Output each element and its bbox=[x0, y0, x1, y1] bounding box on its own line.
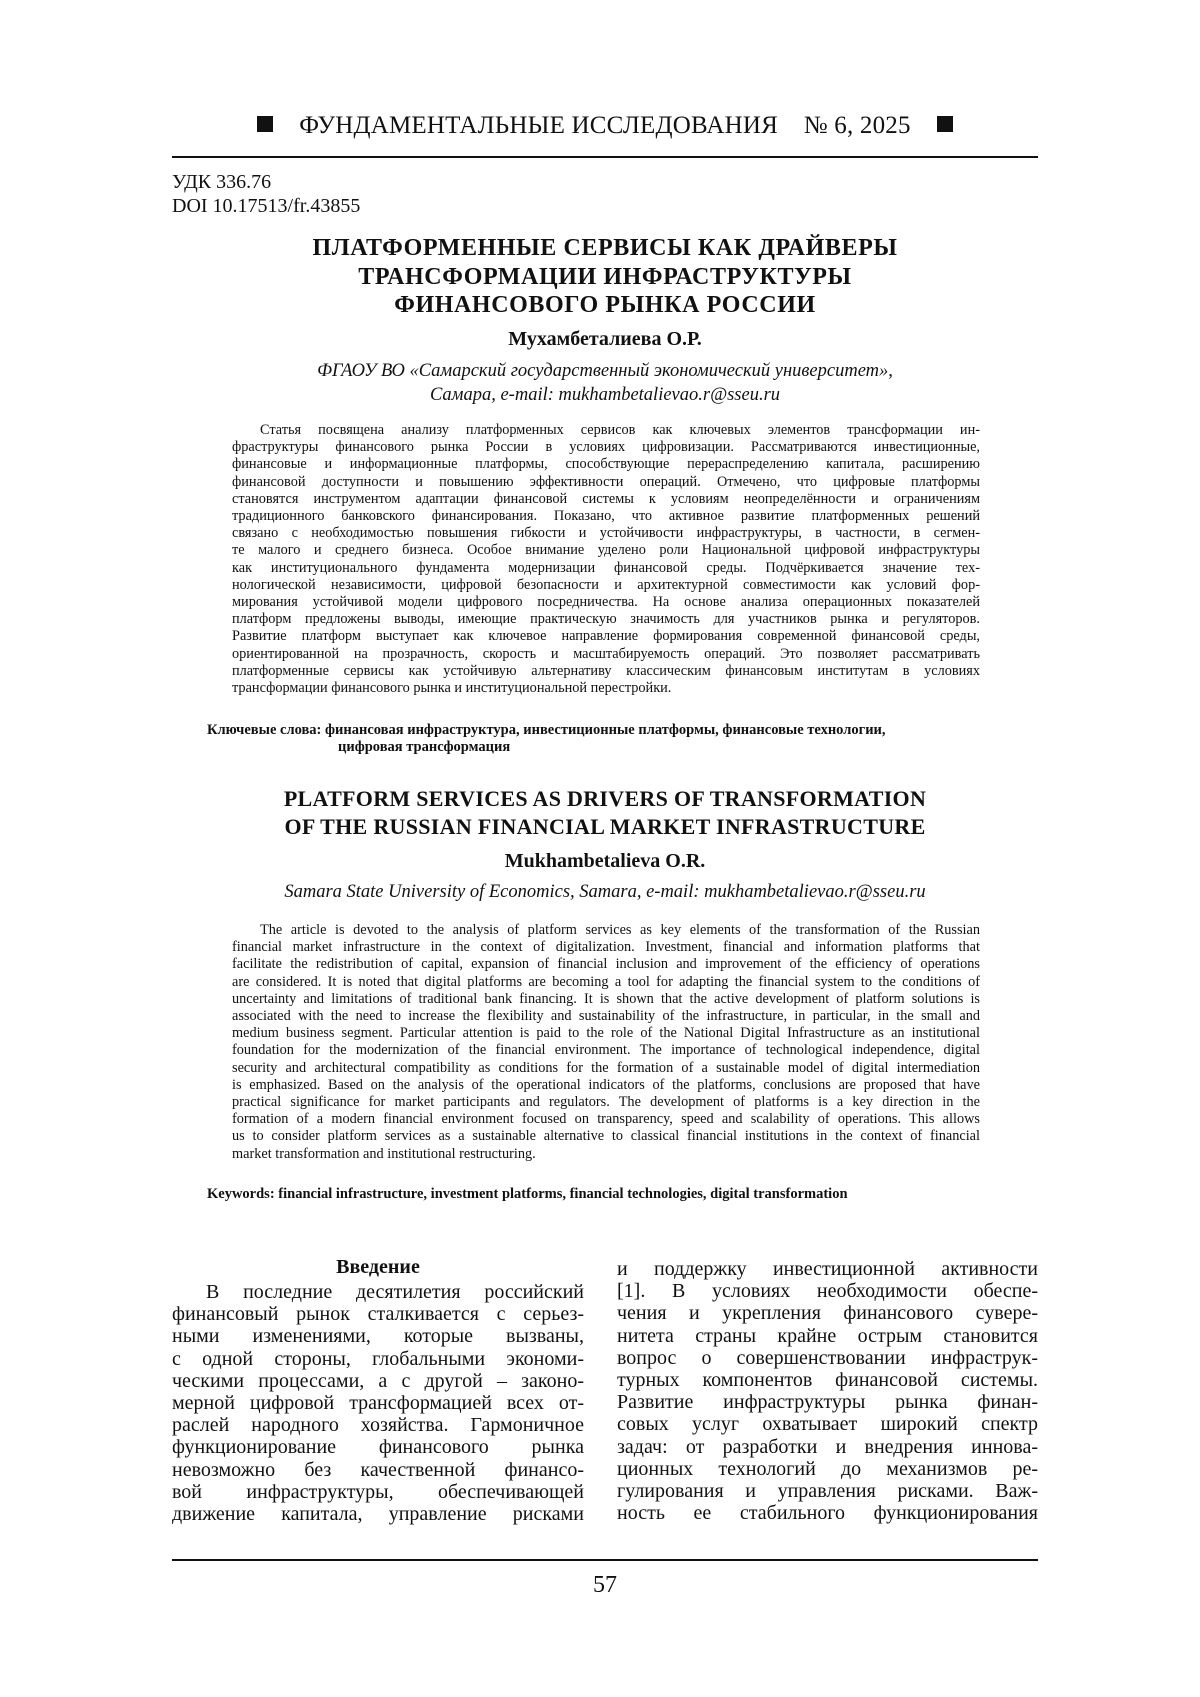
body-line: раслей народного хозяйства. Гармоничное bbox=[172, 1414, 584, 1437]
issue-number: № 6, bbox=[803, 112, 854, 139]
title-ru-line: ПЛАТФОРМЕННЫЕ СЕРВИСЫ КАК ДРАЙВЕРЫ bbox=[312, 235, 898, 261]
abstract-line: трансформации финансового рынка и институциональной перестройки. bbox=[232, 680, 672, 697]
abstract-line: фраструктуры финансового рынка России в условиях цифровизации. Рассматриваются инвестиционные, bbox=[232, 439, 980, 456]
abstract-line: formation of a modern financial environment focused on transparency, speed and scalability of operations. This allows bbox=[232, 1111, 980, 1128]
abstract-line: is emphasized. Based on the analysis of the operational indicators of the platforms, conclusions are proposed that have bbox=[232, 1076, 980, 1093]
body-line: ными изменениями, которые вызваны, bbox=[172, 1325, 584, 1348]
abstract-line: нологической независимости, цифровой безопасности и архитектурной совместимости как условий фор- bbox=[232, 576, 980, 593]
keywords-value: цифровая трансформация bbox=[338, 739, 511, 755]
title-en-line: OF THE RUSSIAN FINANCIAL MARKET INFRASTRUCTURE bbox=[284, 814, 926, 839]
body-line: и поддержку инвестиционной активности bbox=[617, 1258, 1038, 1280]
body-line: движение капитала, управление рисками bbox=[172, 1503, 584, 1526]
abstract-line: платформ предложены выводы, имеющие практическую значимость для участников рынка и регуляторов. bbox=[232, 611, 980, 628]
title-ru-line: ФИНАНСОВОГО РЫНКА РОССИИ bbox=[394, 292, 816, 318]
header-divider bbox=[172, 156, 1038, 158]
journal-header bbox=[172, 112, 1038, 140]
abstract-line: financial market infrastructure in the context of digitalization. Investment, financial and information platforms that bbox=[232, 939, 980, 956]
abstract-line: medium business segment. Particular attention is paid to the role of the National Digital Infrastructure as an institutional bbox=[232, 1025, 980, 1042]
abstract-line: associated with the need to increase the flexibility and sustainability of the infrastructure, in particular, in the small and bbox=[232, 1008, 980, 1025]
keywords-ru bbox=[207, 722, 977, 756]
body-line: В последние десятилетия российский bbox=[206, 1281, 584, 1303]
abstract-line: are considered. It is noted that digital platforms are becoming a tool for adapting the financial system to the conditions of bbox=[232, 973, 980, 990]
keywords-en bbox=[207, 1186, 1007, 1203]
body-line: функционирование финансового рынка bbox=[172, 1436, 584, 1459]
page-number: 57 bbox=[593, 1572, 617, 1598]
body-line: Развитие инфраструктуры рынка финан- bbox=[617, 1391, 1038, 1414]
abstract-line: связано с необходимостью повышения гибкости и устойчивости инфраструктуры, в частности, в сегмен- bbox=[232, 525, 980, 542]
body-line: финансовый рынок сталкивается с серьез- bbox=[172, 1303, 584, 1326]
keywords-label: Ключевые слова: bbox=[207, 722, 322, 738]
body-line: вой инфраструктуры, обеспечивающей bbox=[172, 1480, 584, 1503]
abstract-line: финансовой доступности и повышению эффективности операций. Отмечено, что цифровые платформы bbox=[232, 473, 980, 490]
body-line: чения и укрепления финансового сувере- bbox=[617, 1302, 1038, 1325]
body-line: задач: от разработки и внедрения иннова- bbox=[617, 1435, 1038, 1458]
abstract-line: платформенные сервисы как устойчивую альтернативу классическим финансовым институтам в условиях bbox=[232, 662, 980, 679]
affiliation-en: Samara State University of Economics, Samara, e-mail: mukhambetalievao.r@sseu.ru bbox=[284, 882, 926, 902]
doi: DOI 10.17513/fr.43855 bbox=[172, 195, 361, 217]
footer-divider bbox=[172, 1559, 1038, 1561]
author-en: Mukhambetalieva O.R. bbox=[504, 850, 706, 872]
section-heading: Введение bbox=[336, 1256, 420, 1278]
body-line: гулирования и управления рисками. Важ- bbox=[617, 1480, 1038, 1503]
title-en bbox=[172, 785, 1038, 841]
abstract-en bbox=[232, 922, 980, 1163]
abstract-line: как институционального фундамента модернизации финансовой среды. Подчёркивается значение тех- bbox=[232, 559, 980, 576]
body-line: турных компонентов финансовой системы. bbox=[617, 1369, 1038, 1392]
body-line: мерной цифровой трансформацией всех от- bbox=[172, 1392, 584, 1415]
udk-code: УДК 336.76 bbox=[172, 171, 272, 193]
abstract-line: The article is devoted to the analysis of platform services as key elements of the transformation of the Russian bbox=[260, 922, 980, 938]
body-line: с одной стороны, глобальными экономи- bbox=[172, 1347, 584, 1370]
abstract-line: practical significance for market participants and regulators. The development of platforms is a key direction in the bbox=[232, 1094, 980, 1111]
abstract-line: uncertainty and limitations of traditional bank financing. It is shown that the active development of platform solutions is bbox=[232, 990, 980, 1007]
abstract-line: foundation for the modernization of the financial environment. The importance of technological independence, digital bbox=[232, 1042, 980, 1059]
body-line: вопрос о совершенствовании инфраструк- bbox=[617, 1346, 1038, 1369]
body-line: нитета страны крайне острым становится bbox=[617, 1324, 1038, 1347]
body-line: [1]. В условиях необходимости обеспе- bbox=[617, 1280, 1038, 1303]
abstract-line: Статья посвящена анализу платформенных сервисов как ключевых элементов трансформации ин- bbox=[260, 422, 980, 438]
abstract-line: market transformation and institutional restructuring. bbox=[232, 1145, 536, 1162]
article-identifiers bbox=[172, 170, 360, 218]
body-line: ческими процессами, а с другой – законо- bbox=[172, 1369, 584, 1392]
journal-name: ФУНДАМЕНТАЛЬНЫЕ ИССЛЕДОВАНИЯ bbox=[299, 112, 778, 139]
square-bullet-icon bbox=[937, 116, 953, 132]
abstract-line: становятся инструментом адаптации финансовой системы к условиям неопределённости и ограничениям bbox=[232, 490, 980, 507]
title-ru bbox=[172, 234, 1038, 320]
abstract-line: Развитие платформ выступает как ключевое направление формирования современной финансовой среды, bbox=[232, 628, 980, 645]
abstract-line: те малого и среднего бизнеса. Особое внимание уделено роли Национальной цифровой инфраструктуры bbox=[232, 542, 980, 559]
affiliation-ru-line: Самара, e-mail: mukhambetalievao.r@sseu.ru bbox=[429, 385, 781, 405]
abstract-line: финансовые и информационные платформы, способствующие перераспределению капитала, расширению bbox=[232, 456, 980, 473]
abstract-line: us to consider platform services as a sustainable alternative to classical financial institutions in the context of financial bbox=[232, 1128, 980, 1145]
square-bullet-icon bbox=[257, 116, 273, 132]
body-line: ционных технологий до механизмов ре- bbox=[617, 1457, 1038, 1480]
abstract-ru bbox=[232, 422, 980, 697]
abstract-line: security and architectural compatibility as conditions for the formation of a sustainable model of digital intermediation bbox=[232, 1059, 980, 1076]
affiliation-ru bbox=[172, 359, 1038, 407]
keywords-label: Keywords: bbox=[207, 1186, 275, 1202]
affiliation-ru-line: ФГАОУ ВО «Самарский государственный экономический университет», bbox=[317, 361, 893, 381]
title-ru-line: ТРАНСФОРМАЦИИ ИНФРАСТРУКТУРЫ bbox=[358, 263, 852, 290]
keywords-value: финансовая инфраструктура, инвестиционные платформы, финансовые технологии, bbox=[325, 722, 886, 738]
title-en-line: PLATFORM SERVICES AS DRIVERS OF TRANSFORMATION bbox=[283, 786, 927, 811]
body-line: ность ее стабильного функционирования bbox=[617, 1502, 1038, 1525]
body-column-left bbox=[172, 1281, 584, 1525]
abstract-line: facilitate the redistribution of capital, expansion of financial inclusion and improvement of the efficiency of operations bbox=[232, 956, 980, 973]
issue-year: 2025 bbox=[859, 112, 911, 139]
author-ru: Мухамбеталиева О.Р. bbox=[508, 328, 702, 350]
abstract-line: мирования устойчивой модели цифрового посредничества. На основе анализа операционных показателей bbox=[232, 594, 980, 611]
abstract-line: ориентированной на прозрачность, скорость и масштабируемость операций. Это позволяет рассматривать bbox=[232, 645, 980, 662]
keywords-value: financial infrastructure, investment platforms, financial technologies, digital transformation bbox=[278, 1186, 848, 1202]
abstract-line: традиционного банковского финансирования. Показано, что активное развитие платформенных решений bbox=[232, 508, 980, 525]
body-line: совых услуг охватывает широкий спектр bbox=[617, 1413, 1038, 1436]
body-line: невозможно без качественной финансо- bbox=[172, 1458, 584, 1481]
body-column-right bbox=[617, 1258, 1038, 1524]
